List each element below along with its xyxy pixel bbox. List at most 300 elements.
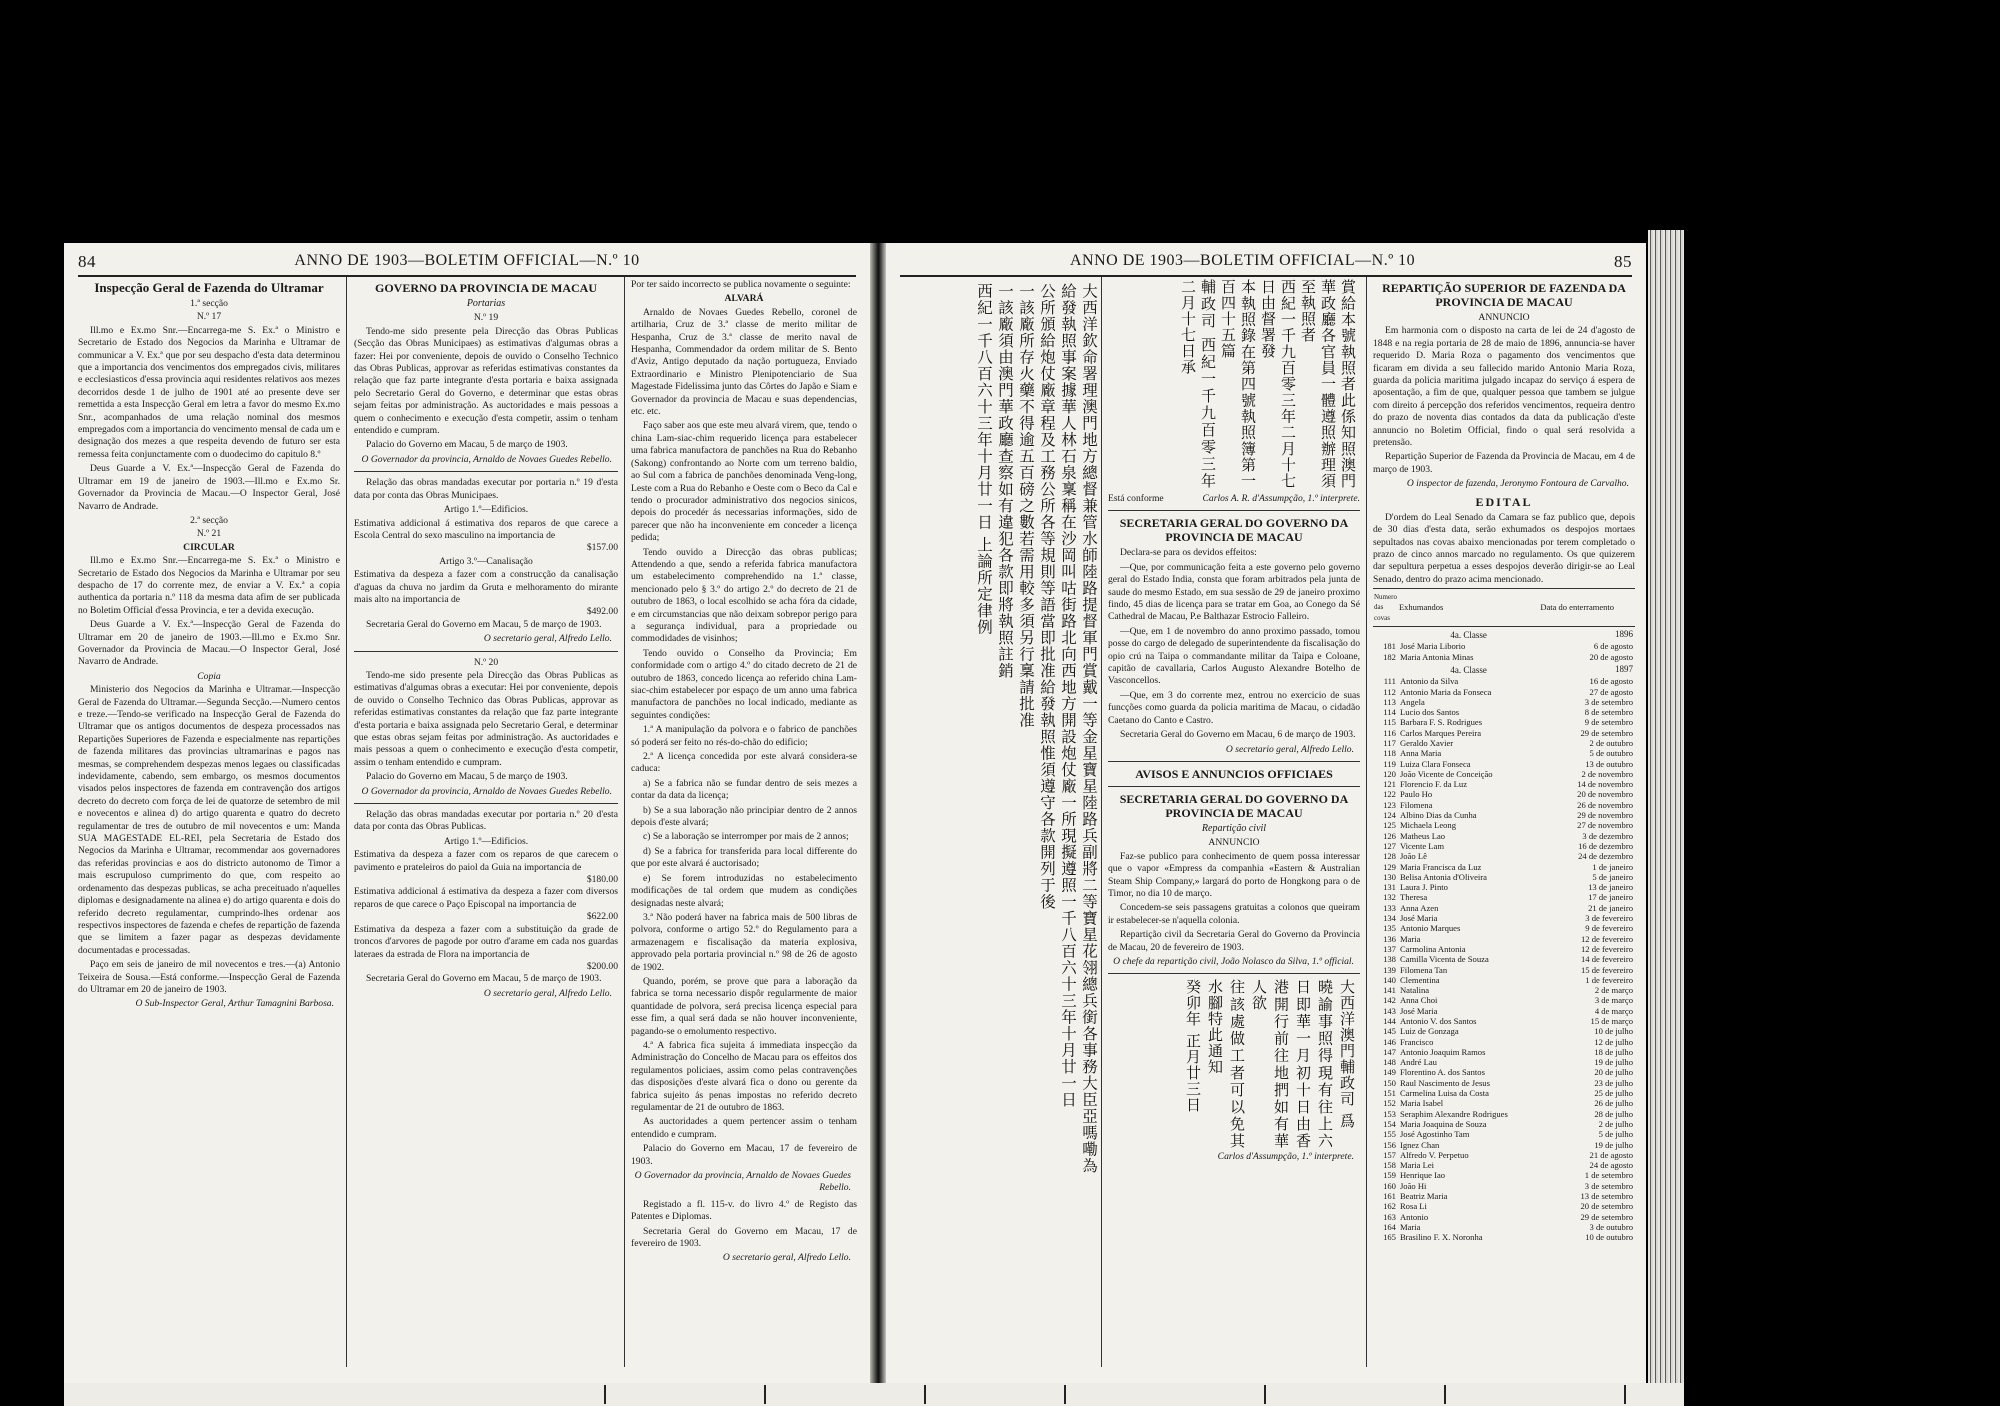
table-row: [1373, 1109, 1635, 1119]
estimate-item: [354, 886, 618, 911]
condition: 1.ª A manipulação da polvora e o fabrico de panchões só poderá ser feito no rés-do-chão do edificio;: [631, 724, 857, 748]
date-line: Palacio do Governo em Macau, 5 de março de 1903.: [366, 771, 568, 783]
burial-date: 26 de novembro: [1577, 799, 1633, 810]
annuncio-heading: ANNUNCIO: [1208, 837, 1260, 849]
burial-date: 27 de agosto: [1589, 686, 1633, 697]
table-row: [1373, 1201, 1635, 1211]
table-row: [1373, 1078, 1635, 1088]
table-row: [1373, 841, 1635, 851]
estimate-text: Estimativa da despeza a fazer com os reparos de que carecem o pavimento e prateleiros do paiol da Guia na importancia de: [354, 849, 618, 873]
table-row: [1373, 676, 1635, 686]
cjk-line: 賞給本號執照者此係知照澳門華政廳各官員一體遵照辦理須至執照者: [1299, 279, 1357, 489]
grave-number: 114: [1383, 707, 1396, 718]
exhumed-name: Filomena: [1399, 799, 1433, 810]
burial-date: 16 de dezembro: [1578, 840, 1633, 851]
table-row: [1373, 954, 1635, 964]
section-title: SECRETARIA GERAL DO GOVERNO DA PROVINCIA DE MACAU: [1119, 791, 1349, 820]
exhumed-name: Francisco: [1399, 1036, 1434, 1047]
grave-number: 118: [1383, 748, 1396, 759]
estimate-amount: $200.00: [586, 960, 618, 972]
grave-number: 151: [1383, 1088, 1396, 1099]
table-row: [1373, 707, 1635, 717]
paragraph: Em harmonia com o disposto na carta de lei de 24 d'agosto de 1848 e na regia portaria de 28 de maio de 1896, annuncia-se haver requerido D. Maria Roza o pagamento dos vencimentos que ficaram em divida a seu fallecido marido Antonio Maria Roza, guarda da policia maritima julgado incapaz do serviço á espera de aposentação, a fim de que, qualquer pessoa que tambem se julgue com direito á percepção dos referidos vencimentos, requeira dentro do prazo de noventa dias contados da data da publicação d'este annuncio no Boletim Official, findo o qual será resolvida a pretensão.: [1373, 325, 1635, 449]
table-row: [1373, 985, 1635, 995]
grave-number: 120: [1383, 768, 1396, 779]
condition: 4.ª A fabrica fica sujeita á immediata inspecção da Administração do Concelho de Macau para os effeitos dos regulamentos policiaes, assim como pelas contravenções das disposições d'este alvará fica o dono ou gerente da fabrica sujeito ás penas impostas no referido decreto regulamentar de 21 de outubro de 1863.: [631, 1039, 857, 1113]
exhumed-name: Luiza Clara Fonseca: [1399, 758, 1471, 769]
class-label: 4a. Classe: [1450, 664, 1487, 675]
grave-number: 135: [1383, 923, 1396, 934]
cjk-line: 大西洋欽命署理澳門地方總督兼管水師陸路提督軍門賞戴一等金星寶星陸路兵副將二等寶星花翎總兵銜各事務大臣亞嗎嘞為: [1080, 283, 1098, 1174]
grave-number: 159: [1383, 1170, 1396, 1181]
table-row: [1373, 851, 1635, 861]
table-row: [1373, 1181, 1635, 1191]
paragraph: Concedem-se seis passagens gratuitas a colonos que queiram ir estabelecer-se n'aquella colonia.: [1108, 902, 1360, 926]
table-row: [1373, 1047, 1635, 1057]
burial-date: 4 de março: [1594, 1005, 1633, 1016]
exhumed-name: Rosa Li: [1399, 1201, 1427, 1212]
grave-number: 160: [1383, 1180, 1396, 1191]
burial-date: 25 de julho: [1594, 1088, 1633, 1099]
exhumed-name: Antonio da Silva: [1399, 676, 1459, 687]
exhumed-name: Theresa: [1399, 892, 1428, 903]
table-row: [1373, 1222, 1635, 1232]
grave-number: 137: [1383, 943, 1396, 954]
exhumed-name: Matheus Lao: [1399, 830, 1446, 841]
grave-number: 126: [1383, 830, 1396, 841]
exhumed-name: Raul Nascimento de Jesus: [1399, 1077, 1490, 1088]
exhumed-name: Antonio Maria da Fonseca: [1399, 686, 1492, 697]
exhumed-name: João Hi: [1399, 1180, 1427, 1191]
burial-date: 29 de novembro: [1577, 810, 1633, 821]
chinese-license-text: [894, 283, 1099, 1368]
estimate-item: [354, 924, 618, 961]
table-row: [1373, 1150, 1635, 1160]
paragraph: Tendo-me sido presente pela Direcção das Obras Publicas as estimativas d'algumas obras a executar: Hei por conveniente, depois de ouvido o Conselho Technico das Obras Publicas, approvar as referidas estimativas constantes da relação que faz parte integrante d'esta portaria e baixa assignada pelo Secretario Geral, e determinar que estas obras sejam feitas por administração. As auctoridades e mais pessoas a quem o conhecimento e execução d'esta competir, assim o tenham entendido e cumpram.: [354, 669, 618, 768]
estimate-item: [354, 849, 618, 874]
burial-date: 20 de julho: [1594, 1067, 1633, 1078]
table-row: [1373, 862, 1635, 872]
grave-number: 143: [1383, 1005, 1396, 1016]
subheading: Portarias: [466, 298, 506, 309]
exhumed-name: João Vicente de Conceição: [1399, 768, 1493, 779]
exhumed-name: Lucio dos Santos: [1399, 707, 1460, 718]
paragraph: Registado a fl. 115-v. do livro 4.º de Registo das Patentes e Diplomas.: [631, 1198, 857, 1223]
exhumed-name: Geraldo Xavier: [1399, 737, 1454, 748]
burial-date: 5 de julho: [1598, 1129, 1633, 1140]
exhumed-name: Natalina: [1399, 985, 1430, 996]
burial-date: 21 de agosto: [1589, 1149, 1633, 1160]
left-column-1: [78, 279, 340, 1369]
table-row: [1373, 1037, 1635, 1047]
burial-date: 20 de novembro: [1577, 789, 1633, 800]
exhumed-name: Maria Lei: [1399, 1160, 1435, 1171]
grave-number: 155: [1383, 1129, 1396, 1140]
exhumed-name: Florentino A. dos Santos: [1399, 1067, 1485, 1078]
exhumed-name: Barbara F. S. Rodrigues: [1399, 717, 1483, 728]
table-row: [1373, 769, 1635, 779]
exhumed-name: Maria Joaquina de Souza: [1399, 1118, 1487, 1129]
signature: O secretario geral, Alfredo Lello.: [483, 633, 612, 645]
exhumed-name: Vicente Lam: [1399, 840, 1445, 851]
grave-number: 152: [1383, 1098, 1396, 1109]
grave-number: 130: [1383, 871, 1396, 882]
paragraph: Ill.mo e Ex.mo Snr.—Encarrega-me S. Ex.ª o Ministro e Secretario de Estado dos Negocios da Marinha e Ultramar de communicar a V. Ex.ª que por seu despacho d'esta data determinou que a importancia dos vencimentos dos empregados civis, militares e ecclesiasticos d'essa provincia aqui residentes relativos aos mezes decorridos desde 1 de julho de 1901 até ao presente deve ser remettida a esta Inspecção Geral em letra a favor do mesmo Ex.mo Snr., acompanhados de uma relação nominal dos mesmos empregados com a importancia do vencimento mensal de cada um e designação dos mezes a que respeita devendo de futuro ser esta remessa feita conjunctamente com o duodecimo do capitulo 8.º: [78, 324, 340, 460]
exhumed-name: Carmolina Antonia: [1399, 943, 1466, 954]
condition: e) Se forem introduzidas no estabelecimento modificações de tal ordem que mudem as condições designadas neste alvará;: [631, 872, 857, 909]
condition: a) Se a fabrica não se fundar dentro de seis mezes a contar da data da licença;: [631, 777, 857, 802]
left-column-2: [354, 279, 618, 1369]
grave-number: 122: [1383, 789, 1396, 800]
burial-date: 1 de setembro: [1584, 1170, 1633, 1181]
grave-number: 163: [1383, 1211, 1396, 1222]
intro-line: Por ter saido incorrecto se publica novamente o seguinte:: [631, 279, 851, 290]
article-heading: Artigo 3.º—Canalisação: [439, 555, 533, 567]
burial-date: 28 de julho: [1594, 1108, 1633, 1119]
paragraph: Tendo ouvido o Conselho da Provincia; Em conformidade com o artigo 4.º do citado decreto de 21 de outubro de 1863, concedo licença ao referido china Lam-siac-chim estabelecer por espaço de um anno uma fabrica manufactora de panchões no local indicado, mediante as seguintes condições:: [631, 647, 857, 721]
divider: [1108, 761, 1360, 762]
grave-number: 146: [1383, 1036, 1396, 1047]
paragraph: —Que, em 1 de novembro do anno proximo passado, tomou posse do cargo de delegado de superintendente da fiscalisação do opio crú na Taipa o commandante militar da Taipa e Coloane, capitão de cavallaria, Carlos Augusto Alexandre Botelho de Vasconcellos.: [1108, 625, 1360, 687]
paragraph: Ministerio dos Negocios da Marinha e Ultramar.—Inspecção Geral de Fazenda do Ultramar.—Segunda Secção.—Numero centos e treze.—Tendo-se verificado na Inspecção Geral de Fazenda do Ultramar que os antigos documentos de despeza processados nas Repartições Superiores de Fazenda e especialmente nas repartições de fazenda militares das provincias ultramarinas e pagos nas mesmas, se comprehendem despezas menos legaes ou classificadas indevidamente, cabendo, sem embargo, os mesmos documentos visados pelos inspectores de fazenda em contravenção dos artigos decreto do decreto com força de lei de quatorze de setembro de mil e novecentos e alinea d) do artigo quarenta e quatro do decreto regulamentar de tres de outubro de mil novecentos e um: Manda SUA MAGESTADE EL-REI, pela Secretaria de Estado dos Negocios da Marinha e Ultramar, recommendar aos governadores das referidas provincias e aos do districto autonomo de Timor a mais escrupuloso cumprimento do que, com respeito ao ordenamento das despezas publicas, se acha preceituado n'aquelles diplomas e designadamente na alinea e) do artigo quarenta e dois do referido decreto regulamentar, cumprindo-lhes ordenar aos respectivos inspectores de fazenda e chefes de repartição de fazenda que se limitem a fazer pagar as despezas devidamente documentadas e processadas.: [78, 684, 340, 956]
burial-date: 3 de outubro: [1589, 1221, 1633, 1232]
cell: [1373, 627, 1398, 642]
exhumed-name: Laura J. Pinto: [1399, 882, 1448, 893]
paragraph: Arnaldo de Novaes Guedes Rebello, coronel de artilharia, Cruz de 3.ª classe de merito militar de Hespanha, Cruz de 3.ª classe de merito naval de Hespanha, Commendador da ordem militar de S. Bento d'Aviz, Antigo deputado da nação portugueza, Enviado Extraordinario e Ministro Plenipotenciario de Sua Magestade Fidelissima junto das Côrtes do Japão e Siam e Governador da provincia de Macau e suas dependencias, etc. etc.: [631, 306, 857, 418]
grave-number: 111: [1383, 676, 1396, 687]
burial-date: 3 de março: [1594, 995, 1633, 1006]
burial-date: 20 de setembro: [1580, 1201, 1633, 1212]
table-row: [1373, 652, 1635, 662]
exhumed-name: Brasilino F. X. Noronha: [1399, 1232, 1483, 1243]
cell: [1373, 662, 1398, 676]
burial-date: 1 de janeiro: [1592, 861, 1633, 872]
table-row: [1373, 738, 1635, 748]
grave-number: 150: [1383, 1077, 1396, 1088]
exhumed-name: Ignez Chan: [1399, 1139, 1440, 1150]
table-row: [1373, 1232, 1635, 1242]
exhumed-name: Antonio: [1399, 1211, 1429, 1222]
exhumed-name: João Lê: [1399, 851, 1427, 862]
grave-number: 127: [1383, 840, 1396, 851]
cjk-line: 給發執照事案據華人林石泉稟稱在沙岡叫咕街路北向西地方開設炮仗廠一所現擬遵照一千八百六十三年十月廿一日: [1059, 283, 1077, 1108]
conformity-label: Está conforme: [1108, 493, 1164, 504]
estimate-amount: $180.00: [586, 874, 618, 886]
cjk-line: 西紀一千九百零三年二月十七日由督署發: [1259, 279, 1297, 489]
right-page: [886, 243, 1646, 1383]
grave-number: 149: [1383, 1067, 1396, 1078]
table-row: [1373, 810, 1635, 820]
exhumed-name: Anna Maria: [1399, 748, 1442, 759]
burial-date: 24 de dezembro: [1578, 851, 1633, 862]
table-row: [1373, 789, 1635, 799]
copia-heading: Copia: [197, 670, 221, 682]
section-title: SECRETARIA GERAL DO GOVERNO DA PROVINCIA DE MACAU: [1119, 516, 1349, 545]
divider: [354, 803, 618, 804]
grave-number: 161: [1383, 1191, 1396, 1202]
signature: O Governador da provincia, Arnaldo de Novaes Guedes Rebello.: [361, 785, 612, 797]
burial-date: 19 de julho: [1594, 1057, 1633, 1068]
edital-heading: EDITAL: [1475, 494, 1533, 509]
burial-date: 15 de março: [1590, 1016, 1633, 1026]
burial-date: 15 de fevereiro: [1580, 964, 1633, 975]
signature-block: Deus Guarde a V. Ex.ª—Inspecção Geral de Fazenda do Ultramar em 19 de janeiro de 1903.—Ill.mo e Ex.mo Sr. Governador da Provincia de Macau.—O Inspector Geral, José Navarro de Andrade.: [78, 463, 340, 512]
article-heading: Artigo 1.º—Edificios.: [443, 504, 529, 516]
date-line: Secretaria Geral do Governo em Macau, 5 de março de 1903.: [366, 973, 602, 985]
table-row: [1373, 1067, 1635, 1077]
burial-date: 23 de julho: [1594, 1077, 1633, 1088]
signature: O Governador da provincia, Arnaldo de Novaes Guedes Rebello.: [361, 453, 612, 465]
left-page: [64, 243, 870, 1383]
estimate-text: Estimativa addicional á estimativa da despeza a fazer com diversos reparos de que carece o Paço Episcopal na importancia de: [354, 886, 618, 910]
burial-date: 9 de fevereiro: [1585, 923, 1633, 934]
exhumed-name: Antonio Marques: [1399, 923, 1461, 934]
exhumed-name: Maria: [1399, 933, 1421, 944]
scan-mark: [1624, 1385, 1626, 1404]
table-row: [1373, 1212, 1635, 1222]
burial-date: 20 de agosto: [1589, 651, 1633, 662]
divider: [1108, 510, 1360, 511]
section-title: GOVERNO DA PROVINCIA DE MACAU: [374, 281, 597, 295]
estimate-text: Estimativa da despeza a fazer com a construcção da canalisação d'aguas da chuva no jardim da Gruta e melhoramento do mirante mais alto na importancia de: [354, 569, 618, 605]
table-row: [1373, 1006, 1635, 1016]
right-page-header: [900, 252, 1632, 274]
column-rule: [346, 277, 347, 1367]
burial-date: 12 de julho: [1594, 1036, 1633, 1047]
burial-date: 2 de novembro: [1581, 768, 1633, 779]
burial-date: 2 de julho: [1598, 1118, 1633, 1129]
burial-date: 18 de julho: [1594, 1046, 1633, 1057]
exhumed-name: Clementina: [1399, 974, 1440, 985]
left-page-header: [78, 252, 856, 274]
exhumed-name: José Maria: [1399, 1005, 1438, 1016]
scan-mark: [1264, 1385, 1266, 1404]
condition: Quando, porém, se prove que para a laboração da fabrica se torna necessario dispôr regularmente de maior quantidade de polvora, será precisa licença especial para esse fim, a qual será dada se não houver inconveniente, pagando-se o emolumento respectivo.: [631, 975, 857, 1037]
table-row: [1373, 892, 1635, 902]
burial-date: 29 de setembro: [1580, 1211, 1633, 1222]
grave-number: 142: [1383, 995, 1396, 1006]
grave-number: 129: [1383, 861, 1396, 872]
grave-number: 131: [1383, 882, 1396, 893]
table-header-row: [1373, 589, 1635, 627]
chinese-notice-2: [1108, 979, 1358, 1149]
exhumed-name: Maria Francisca da Luz: [1399, 861, 1482, 872]
date-line: Palacio do Governo em Macau, 5 de março de 1903.: [366, 439, 568, 451]
exhumed-name: Maria Isabel: [1399, 1098, 1444, 1109]
exhumed-name: Beatriz Maria: [1399, 1191, 1448, 1202]
grave-number: 128: [1383, 851, 1396, 862]
condition: c) Se a laboração se interromper por mais de 2 annos;: [643, 831, 849, 843]
exhumed-name: Paulo Ho: [1399, 789, 1433, 800]
burial-date: 21 de janeiro: [1588, 902, 1633, 913]
paragraph: —Que, em 3 do corrente mez, entrou no exercicio de suas funcções como guarda da policia maritima de Macau, o cidadão Caetano do Canto e Castro.: [1108, 689, 1360, 726]
table-row: [1373, 1119, 1635, 1129]
exhumed-name: Luiz de Gonzaga: [1399, 1026, 1459, 1037]
table-row: [1373, 1016, 1635, 1026]
table-row: [1373, 944, 1635, 954]
table-row: [1373, 748, 1635, 758]
condition: d) Se a fabrica for transferida para local differente do que por este alvará é auctorisado;: [631, 845, 857, 870]
grave-number: 117: [1383, 737, 1396, 748]
grave-number: 138: [1383, 954, 1396, 965]
exhumed-name: Henrique Iao: [1399, 1170, 1446, 1181]
cjk-line: 大西洋澳門輔政司 爲: [1338, 979, 1356, 1130]
divider: [1108, 786, 1360, 787]
cjk-line: 輔政司 西紀一千九百零三年二月十七日承: [1179, 279, 1217, 489]
section-title: REPARTIÇÃO SUPERIOR DE FAZENDA DA PROVINCIA DE MACAU: [1382, 281, 1626, 309]
burial-date: 5 de janeiro: [1592, 871, 1633, 882]
burial-date: 3 de setembro: [1584, 696, 1633, 707]
exhumed-name: Albino Dias da Cunha: [1399, 810, 1477, 821]
paragraph: As auctoridades a quem pertencer assim o tenham entendido e cumpram.: [631, 1116, 857, 1140]
table-row: [1373, 1191, 1635, 1201]
table-row: [1373, 687, 1635, 697]
condition: b) Se a sua laboração não principiar dentro de 2 annos depois d'este alvará;: [631, 804, 857, 829]
exhumed-name: Michaela Leong: [1399, 820, 1457, 831]
conformity-line: [1108, 493, 1360, 505]
grave-number: 141: [1383, 985, 1396, 996]
class-row: [1373, 627, 1635, 642]
burial-date: 2 de outubro: [1589, 737, 1633, 748]
burial-date: 27 de novembro: [1577, 820, 1633, 831]
page-number: 84: [78, 252, 96, 271]
grave-number: 181: [1383, 641, 1396, 652]
scan-mark: [924, 1385, 926, 1404]
exhumed-name: José Agostinho Tam: [1399, 1129, 1470, 1140]
table-row: [1373, 779, 1635, 789]
subheading: Repartição civil: [1201, 822, 1267, 834]
grave-number: 139: [1383, 964, 1396, 975]
exhumed-name: Antonio V. dos Santos: [1399, 1016, 1477, 1026]
table-row: [1373, 759, 1635, 769]
table-row: [1373, 1129, 1635, 1139]
section-title: AVISOS E ANNUNCIOS OFFICIAES: [1135, 766, 1333, 781]
grave-number: 124: [1383, 810, 1396, 821]
grave-number: 165: [1383, 1232, 1396, 1243]
table-row: [1373, 717, 1635, 727]
exhumed-name: Filomena Tan: [1399, 964, 1448, 975]
paragraph: Tendo-me sido presente pela Direcção das Obras Publicas (Secção das Obras Municipaes) as estimativas d'algumas obras a fazer: Hei por conveniente, depois de ouvido o Conselho Technico das Obras Publicas, approvar as referidas estimativas constantes da relação que faz parte integrante d'esta portaria e baixa assignada pelo Secretario Geral do Governo, e determinar que estas obras sejam feitas por administração. As auctoridades e mais pessoas a quem o conhecimento e execução d'esta competir, assim o tenham entendido e cumpram.: [354, 325, 618, 437]
document-number: N.º 17: [196, 311, 222, 323]
table-row: [1373, 975, 1635, 985]
annuncio-heading: ANNUNCIO: [1478, 312, 1530, 323]
grave-number: 148: [1383, 1057, 1396, 1068]
date-line: Secretaria Geral do Governo em Macau, 6 de março de 1903.: [1120, 729, 1356, 741]
exhumed-name: Anna Choi: [1399, 995, 1438, 1006]
burial-date: 19 de julho: [1594, 1139, 1633, 1150]
grave-number: 153: [1383, 1108, 1396, 1119]
page-number: 85: [1614, 252, 1632, 271]
grave-number: 157: [1383, 1149, 1396, 1160]
table-row: [1373, 641, 1635, 651]
table-row: [1373, 1170, 1635, 1180]
grave-number: 113: [1383, 696, 1396, 707]
scan-bottom-strip: [64, 1383, 1684, 1406]
cjk-line: 本執照錄在第四號執照簿第一百四十五篇: [1219, 279, 1257, 489]
burial-date: 3 de dezembro: [1582, 830, 1633, 841]
cjk-line: 往該處做工者可以免其水腳特此通知: [1206, 979, 1246, 1150]
exhumed-name: Seraphim Alexandre Rodrigues: [1399, 1108, 1508, 1119]
burial-date: 29 de setembro: [1580, 727, 1633, 738]
paragraph: Relação das obras mandadas executar por portaria n.º 19 d'esta data por conta das Obras Municipaes.: [354, 477, 618, 501]
burial-date: 10 de outubro: [1585, 1232, 1633, 1243]
date-line: Secretaria Geral do Governo em Macau, 5 de março de 1903.: [366, 618, 602, 630]
date-line: Secretaria Geral do Governo em Macau, 17 de fevereiro de 1903.: [631, 1225, 857, 1250]
burial-date: 13 de setembro: [1580, 1191, 1633, 1202]
exhumed-name: Maria Antonia Minas: [1399, 651, 1474, 662]
scan-mark: [764, 1385, 766, 1404]
grave-number: 136: [1383, 933, 1396, 944]
date-line: Repartição Superior de Fazenda da Provincia de Macau, em 4 de março de 1903.: [1373, 451, 1635, 475]
document-number: N.º 19: [473, 312, 499, 324]
condition: 2.ª A licença concedida por este alvará considera-se caduca:: [631, 751, 857, 775]
cjk-line: 西紀一千八百六十三年十月廿一日 上論所定律例: [975, 283, 993, 636]
grave-number: 147: [1383, 1046, 1396, 1057]
burial-date: 14 de fevereiro: [1580, 954, 1633, 965]
table-row: [1373, 903, 1635, 913]
exhumed-name: José Maria Liborio: [1399, 641, 1466, 652]
signature: O inspector de fazenda, Jeronymo Fontoura de Carvalho.: [1406, 478, 1629, 490]
grave-number: 119: [1383, 758, 1396, 769]
interpreter-signature: Carlos A. R. d'Assumpção, 1.º interprete.: [1202, 493, 1360, 504]
signature: O secretario geral, Alfredo Lello.: [483, 987, 612, 999]
estimate-amount: $157.00: [586, 542, 618, 554]
grave-number: 121: [1383, 779, 1396, 790]
scan-mark: [604, 1385, 606, 1404]
paragraph: Ill.mo e Ex.mo Snr.—Encarrega-me S. Ex.ª o Ministro e Secretario de Estado dos Negocios da Marinha e Ultramar por seu despacho de 17 do corrente mez, de enviar a V. Ex.ª a copia authentica da portaria n.º 118 da mesma data afim de ser publicada no Boletim Official d'essa Provincia, e ter a devida execução.: [78, 555, 340, 616]
table-row: [1373, 820, 1635, 830]
paragraph: Relação das obras mandadas executar por portaria n.º 20 d'esta data por conta das Obras Publicas.: [354, 809, 618, 833]
table-row: [1373, 1026, 1635, 1036]
condition: 3.ª Não poderá haver na fabrica mais de 500 libras de polvora, conforme o artigo 52.º do Regulamento para a armazenagem e fiscalisação da materia explosiva, approvado pela portaria provincial n.º 98 de 26 de agosto de 1902.: [631, 911, 857, 973]
cjk-line: 公所頒給炮仗廠章程及工務公所各等規則等語當即批准給發執照惟須遵守各款開列于後: [1038, 283, 1056, 910]
signature-block: Paço em seis de janeiro de mil novecentos e tres.—(a) Antonio Teixeira de Sousa.—Está conforme.—Inspecção Geral de Fazenda do Ultramar em 20 de janeiro de 1903.: [78, 959, 340, 995]
exhumed-name: Maria: [1399, 1221, 1421, 1232]
book-gutter: [870, 243, 886, 1393]
table-row: [1373, 1088, 1635, 1098]
class-label: 4a. Classe: [1450, 630, 1487, 641]
exhumed-name: Anna Azen: [1399, 902, 1439, 913]
scan-mark: [1444, 1385, 1446, 1404]
grave-number: 145: [1383, 1026, 1396, 1037]
burial-date: 8 de setembro: [1584, 707, 1633, 718]
paragraph: —Que, por communicação feita a este governo pelo governo geral do Estado India, consta que foram arbitrados pela junta de saude do mesmo Estado, em sua sessão de 29 de janeiro proximo findo, 45 dias de licença para se tratar em Goa, ao Conego da Sé Cathedral de Macau, P.e Balthazar Estrocio Falleiro.: [1108, 561, 1360, 623]
exhumed-name: Belisa Antonia d'Oliveira: [1399, 871, 1487, 882]
estimate-amount: $492.00: [586, 606, 618, 618]
grave-number: 132: [1383, 892, 1396, 903]
circular-heading: CIRCULAR: [183, 541, 235, 553]
table-row: [1373, 913, 1635, 923]
burial-date: 16 de agosto: [1589, 676, 1633, 687]
burial-date: 17 de janeiro: [1588, 892, 1633, 903]
grave-number: 133: [1383, 902, 1396, 913]
exhumation-table: [1373, 588, 1635, 1242]
cjk-line: 癸卯年 正月廿三日: [1184, 979, 1202, 1114]
grave-number: 140: [1383, 974, 1396, 985]
exhumed-name: Antonio Joaquim Ramos: [1399, 1046, 1486, 1057]
header-rule: [78, 275, 856, 277]
right-column-middle: [1108, 279, 1360, 1369]
burial-date: 3 de fevereiro: [1585, 913, 1633, 924]
cjk-line: 曉諭事照得現有往上六日即華一月初十日由香港開行前往地捫如有華人欲: [1250, 979, 1334, 1150]
paragraph: Tendo ouvido a Direcção das obras publicas; Attendendo a que, sendo a referida fabrica manufactora um estabelecimento comprehendido na 1.ª classe, mencionado pelo § 3.º do artigo 2.º do decreto de 21 de outubro de 1863, o local escolhido se acha fóra da cidade, e em circumstancias que não deixam sobrepor perigo para a segurança individual, para a propriedade ou commodidades de visinhos;: [631, 546, 857, 645]
grave-number: 112: [1383, 686, 1396, 697]
burial-date: 1 de fevereiro: [1585, 974, 1633, 985]
estimate-text: Estimativa addicional á estimativa dos reparos de que carece a Escola Central do sexo masculino na importancia de: [354, 517, 618, 541]
exhumed-name: Carlos Marques Pereira: [1399, 727, 1482, 738]
table-row: [1373, 1160, 1635, 1170]
table-row: [1373, 872, 1635, 882]
